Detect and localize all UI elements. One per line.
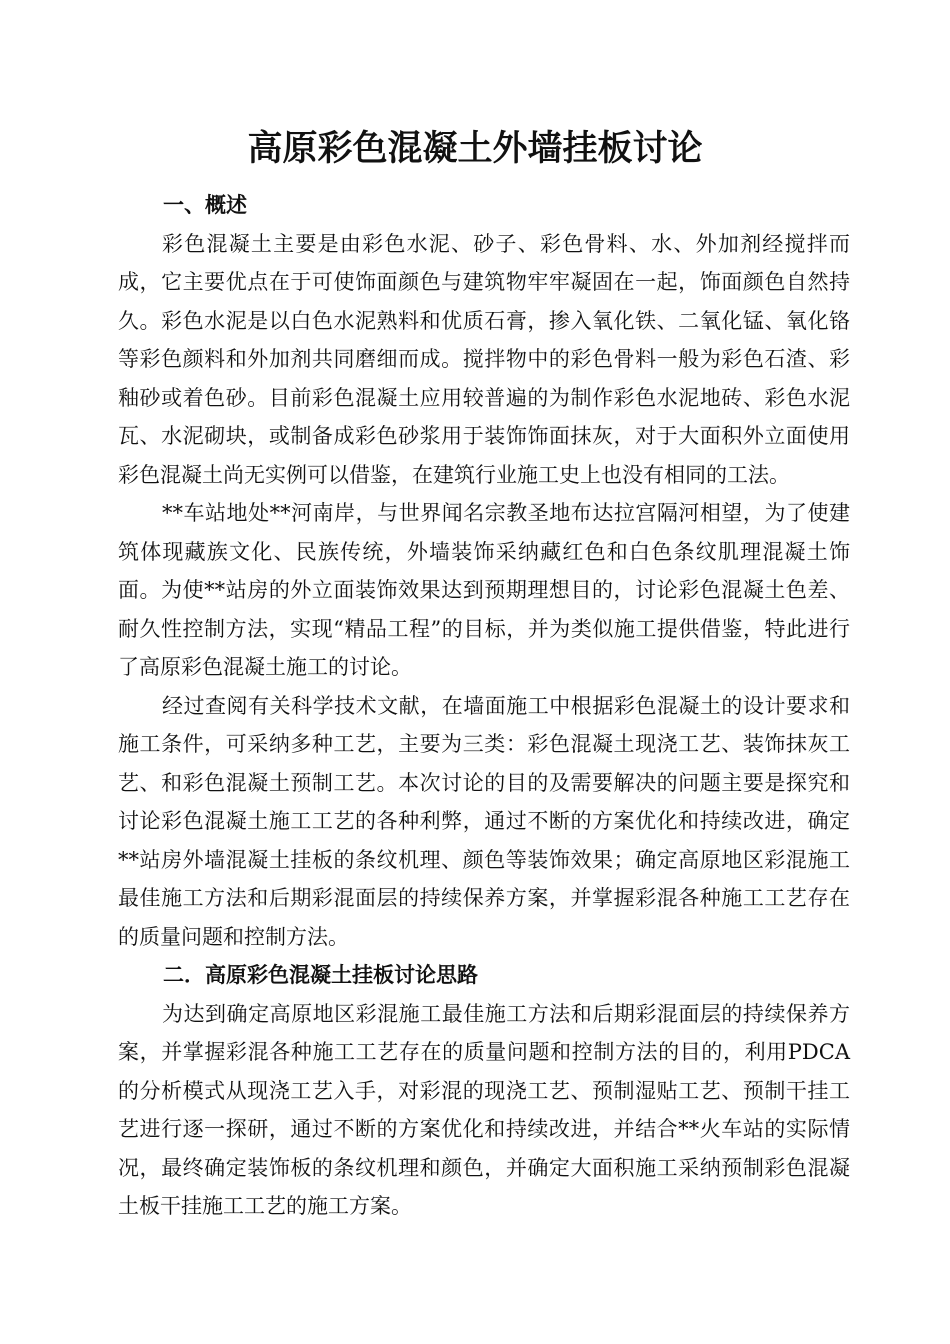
document-body — [118, 186, 850, 1226]
paragraph: 为达到确定高原地区彩混施工最佳施工方法和后期彩混面层的持续保养方案，并掌握彩混各种施工工艺存在的质量问题和控制方法的目的，利用PDCA的分析模式从现浇工艺入手，对彩混的现浇工艺、预制湿贴工艺、预制干挂工艺进行逐一探研，通过不断的方案优化和持续改进，并结合**火车站的实际情况，最终确定装饰板的条纹机理和颜色，并确定大面积施工采纳预制彩色混凝土板干挂施工工艺的施工方案。 — [118, 1001, 850, 1218]
section-heading-overview: 一、概述 — [163, 192, 247, 217]
paragraph: **车站地处**河南岸，与世界闻名宗教圣地布达拉宫隔河相望，为了使建筑体现藏族文化、民族传统，外墙装饰采纳藏红色和白色条纹肌理混凝土饰面。为使**站房的外立面装饰效果达到预期理想目的，讨论彩色混凝土色差、耐久性控制方法，实现“精品工程”的目标，并为类似施工提供借鉴，特此进行了高原彩色混凝土施工的讨论。 — [118, 501, 850, 679]
paragraph: 彩色混凝土主要是由彩色水泥、砂子、彩色骨料、水、外加剂经搅拌而成，它主要优点在于可使饰面颜色与建筑物牢牢凝固在一起，饰面颜色自然持久。彩色水泥是以白色水泥熟料和优质石膏，掺入氧化铁、二氧化锰、氧化铬等彩色颜料和外加剂共同磨细而成。搅拌物中的彩色骨料一般为彩色石渣、彩釉砂或着色砂。目前彩色混凝土应用较普遍的为制作彩色水泥地砖、彩色水泥瓦、水泥砌块，或制备成彩色砂浆用于装饰饰面抹灰，对于大面积外立面使用彩色混凝土尚无实例可以借鉴，在建筑行业施工史上也没有相同的工法。 — [118, 231, 850, 487]
document-title: 高原彩色混凝土外墙挂板讨论 — [247, 128, 703, 169]
section-heading-research-approach: 二．高原彩色混凝土挂板讨论思路 — [163, 962, 478, 987]
paragraph: 经过查阅有关科学技术文献，在墙面施工中根据彩色混凝土的设计要求和施工条件，可采纳多种工艺，主要为三类：彩色混凝土现浇工艺、装饰抹灰工艺、和彩色混凝土预制工艺。本次讨论的目的及需要解决的问题主要是探究和讨论彩色混凝土施工工艺的各种利弊，通过不断的方案优化和持续改进，确定**站房外墙混凝土挂板的条纹机理、颜色等装饰效果；确定高原地区彩混施工最佳施工方法和后期彩混面层的持续保养方案，并掌握彩混各种施工工艺存在的质量问题和控制方法。 — [118, 693, 850, 949]
